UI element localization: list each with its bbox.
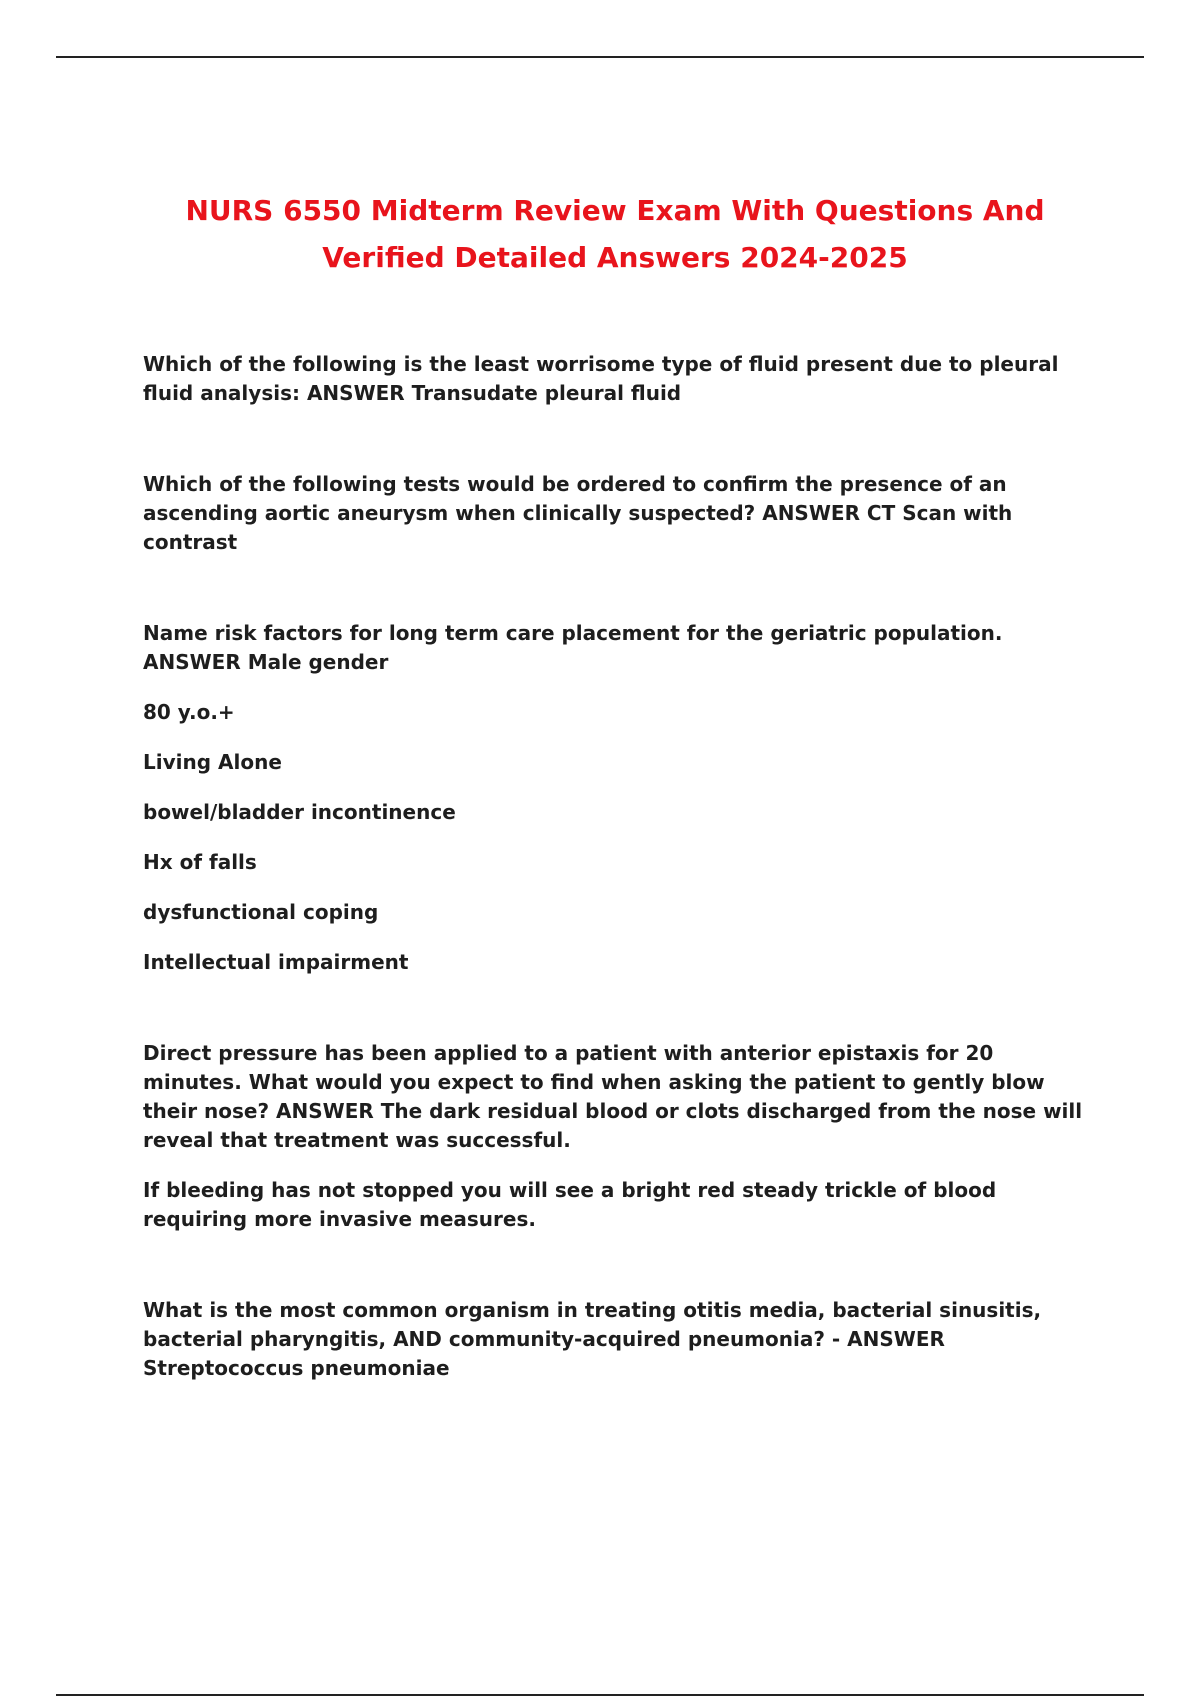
document-title [100,187,1130,281]
qa-text: Direct pressure has been applied to a patient with anterior epistaxis for 20 minutes. What would you expect to find when asking the patient to gently blow their nose? ANSWER The dark residual blood or clots discharged from the nose will reveal that treatment was successful. [143,1041,1083,1152]
title-line-2: Verified Detailed Answers 2024-2025 [322,241,908,274]
qa-block-4 [143,1039,1093,1234]
qa-block-3 [143,619,1093,977]
qa-block-2 [143,470,1093,557]
top-rule [56,56,1144,58]
qa-text: Which of the following tests would be ordered to confirm the presence of an ascending aortic aneurysm when clinically suspected? ANSWER CT Scan with contrast [143,472,1013,554]
bottom-rule [56,1694,1144,1696]
list-item: Living Alone [143,750,282,774]
title-line-1: NURS 6550 Midterm Review Exam With Questions And [185,194,1045,227]
list-item: Intellectual impairment [143,950,409,974]
qa-text: Which of the following is the least worrisome type of fluid present due to pleural fluid analysis: ANSWER Transudate pleural fluid [143,352,1059,405]
qa-text: What is the most common organism in treating otitis media, bacterial sinusitis, bacterial pharyngitis, AND community-acquired pneumonia? - ANSWER Streptococcus pneumoniae [143,1298,1042,1380]
qa-extra-text: If bleeding has not stopped you will see a bright red steady trickle of blood requiring more invasive measures. [143,1178,997,1231]
list-item: 80 y.o.+ [143,700,235,724]
list-item: bowel/bladder incontinence [143,800,456,824]
qa-block-5 [143,1296,1093,1383]
list-item: dysfunctional coping [143,900,379,924]
qa-content [143,350,1093,1445]
qa-block-1 [143,350,1093,408]
list-item: Hx of falls [143,850,257,874]
qa-text: Name risk factors for long term care placement for the geriatric population. ANSWER Male gender [143,621,1003,674]
